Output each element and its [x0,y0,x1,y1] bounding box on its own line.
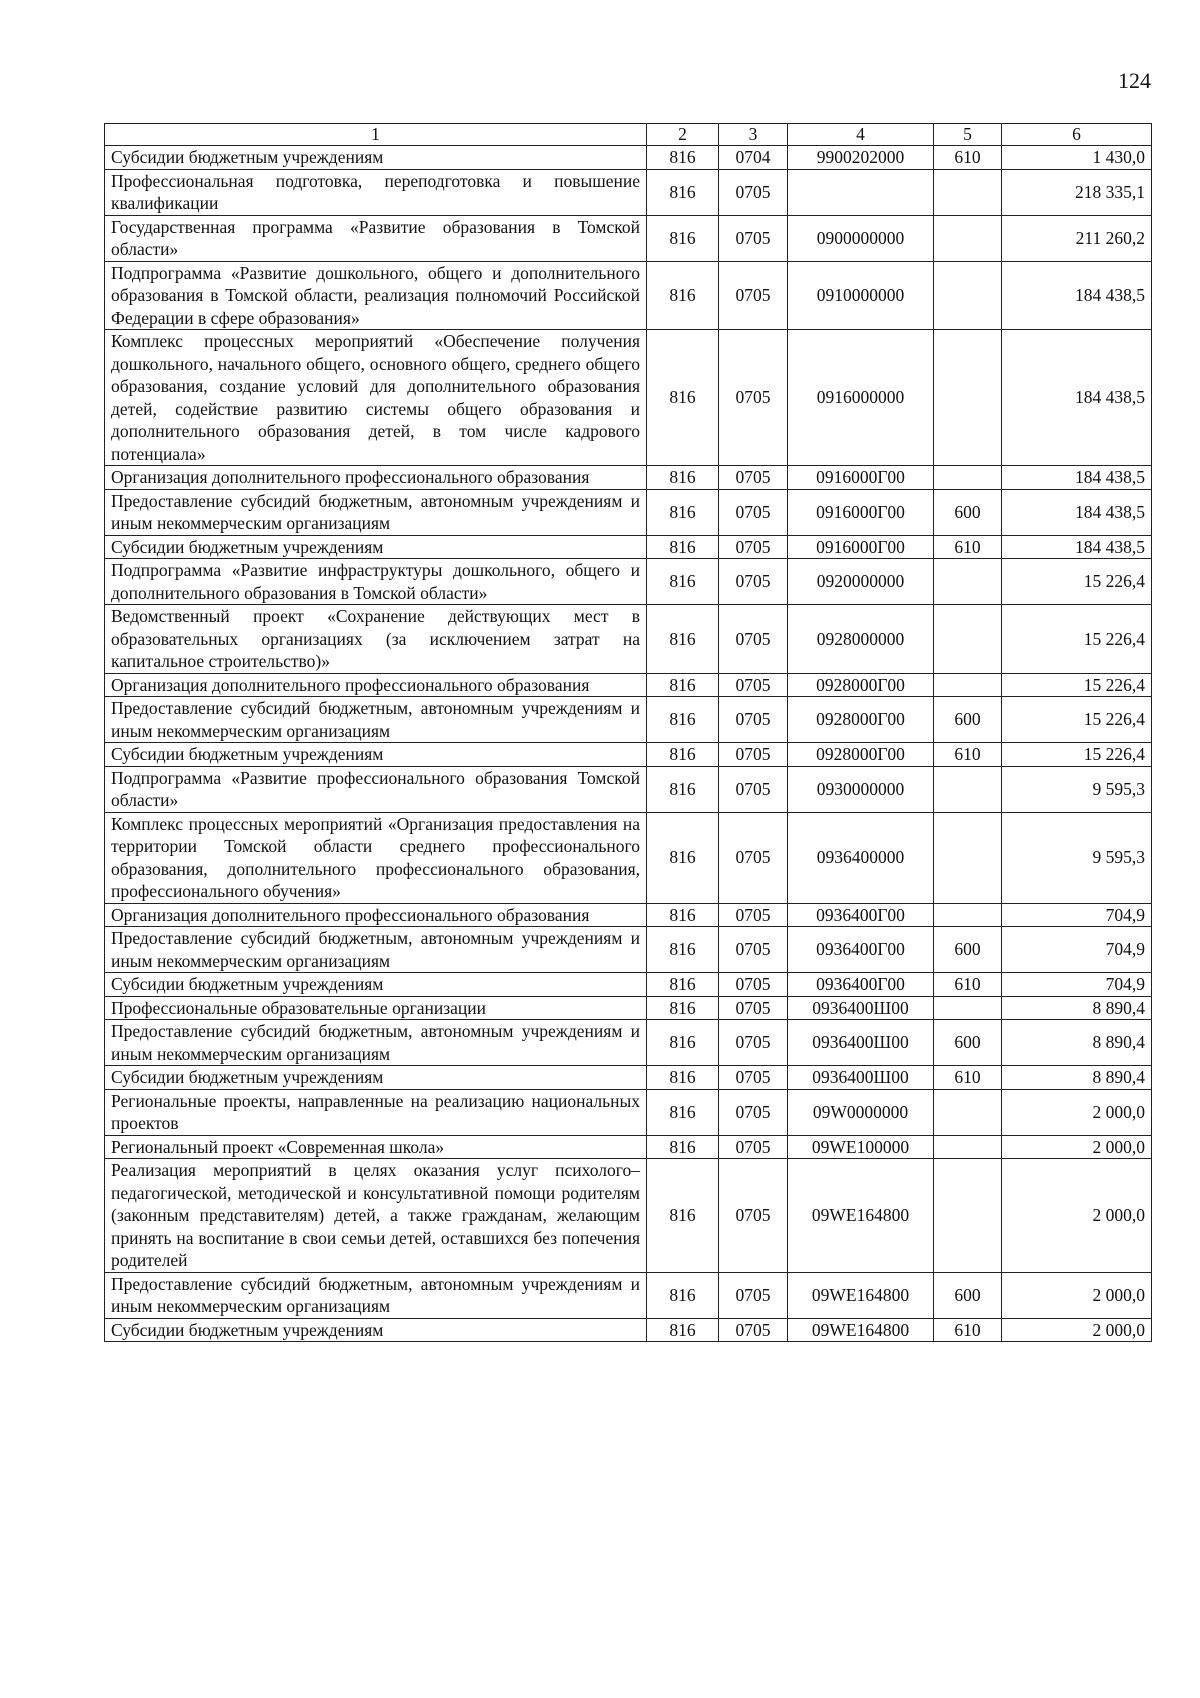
row-name-cell: Организация дополнительного профессионального образования [105,903,647,927]
amount-cell: 704,9 [1002,903,1152,927]
amount-cell: 2 000,0 [1002,1318,1152,1342]
amount-cell: 184 438,5 [1002,489,1152,535]
target-article-cell: 0936400Ш00 [788,996,934,1020]
target-article-cell: 0936400Ш00 [788,1020,934,1066]
amount-cell: 15 226,4 [1002,743,1152,767]
target-article-cell: 0928000000 [788,605,934,674]
ministry-code-cell: 816 [647,1318,719,1342]
ministry-code-cell: 816 [647,927,719,973]
ministry-code-cell: 816 [647,169,719,215]
section-code-cell: 0705 [719,1135,788,1159]
amount-cell: 184 438,5 [1002,330,1152,466]
section-code-cell: 0705 [719,1159,788,1273]
expense-type-cell: 610 [934,1066,1002,1090]
section-code-cell: 0705 [719,489,788,535]
expense-type-cell: 610 [934,535,1002,559]
table-row [105,1318,1152,1342]
target-article-cell: 0916000Г00 [788,489,934,535]
target-article-cell: 0936400000 [788,812,934,903]
expense-type-cell [934,169,1002,215]
row-name-cell: Комплекс процессных мероприятий «Обеспечение получения дошкольного, начального общего, основного общего, среднего общего образования, создание условий для дополнительного образования детей, содействие развитию системы общего образования и дополнительного образования детей, в том числе кадрового потенциала» [105,330,647,466]
amount-cell: 8 890,4 [1002,1020,1152,1066]
column-header: 1 [105,124,647,146]
target-article-cell: 09WE164800 [788,1318,934,1342]
expense-type-cell: 610 [934,146,1002,170]
amount-cell: 184 438,5 [1002,535,1152,559]
amount-cell: 9 595,3 [1002,812,1152,903]
ministry-code-cell: 816 [647,996,719,1020]
target-article-cell: 0936400Г00 [788,903,934,927]
column-header: 2 [647,124,719,146]
expense-type-cell [934,766,1002,812]
expense-type-cell: 610 [934,973,1002,997]
ministry-code-cell: 816 [647,1272,719,1318]
ministry-code-cell: 816 [647,1089,719,1135]
column-header: 5 [934,124,1002,146]
ministry-code-cell: 816 [647,903,719,927]
expense-type-cell [934,1159,1002,1273]
expense-type-cell [934,330,1002,466]
table-row [105,1089,1152,1135]
target-article-cell: 0936400Г00 [788,973,934,997]
section-code-cell: 0705 [719,605,788,674]
expense-type-cell [934,261,1002,330]
amount-cell: 184 438,5 [1002,466,1152,490]
target-article-cell: 9900202000 [788,146,934,170]
row-name-cell: Предоставление субсидий бюджетным, автономным учреждениям и иным некоммерческим организациям [105,697,647,743]
amount-cell: 15 226,4 [1002,559,1152,605]
table-row [105,996,1152,1020]
target-article-cell: 0916000Г00 [788,466,934,490]
amount-cell: 184 438,5 [1002,261,1152,330]
table-row [105,812,1152,903]
amount-cell: 704,9 [1002,973,1152,997]
section-code-cell: 0705 [719,1066,788,1090]
target-article-cell: 0920000000 [788,559,934,605]
section-code-cell: 0704 [719,146,788,170]
expense-type-cell [934,673,1002,697]
target-article-cell: 0900000000 [788,215,934,261]
row-name-cell: Ведомственный проект «Сохранение действующих мест в образовательных организациях (за исключением затрат на капитальное строительство)» [105,605,647,674]
expense-type-cell: 600 [934,1272,1002,1318]
amount-cell: 8 890,4 [1002,1066,1152,1090]
ministry-code-cell: 816 [647,146,719,170]
row-name-cell: Профессиональная подготовка, переподготовка и повышение квалификации [105,169,647,215]
budget-table-body [105,124,1152,1342]
row-name-cell: Организация дополнительного профессионального образования [105,673,647,697]
section-code-cell: 0705 [719,927,788,973]
row-name-cell: Субсидии бюджетным учреждениям [105,1066,647,1090]
expense-type-cell [934,996,1002,1020]
section-code-cell: 0705 [719,1318,788,1342]
row-name-cell: Организация дополнительного профессионального образования [105,466,647,490]
section-code-cell: 0705 [719,766,788,812]
column-header: 3 [719,124,788,146]
table-row [105,330,1152,466]
row-name-cell: Предоставление субсидий бюджетным, автономным учреждениям и иным некоммерческим организациям [105,1272,647,1318]
section-code-cell: 0705 [719,215,788,261]
amount-cell: 2 000,0 [1002,1135,1152,1159]
section-code-cell: 0705 [719,973,788,997]
section-code-cell: 0705 [719,535,788,559]
row-name-cell: Комплекс процессных мероприятий «Организация предоставления на территории Томской области среднего профессионального образования, дополнительного профессионального образования, профессионального обучения» [105,812,647,903]
table-row [105,1159,1152,1273]
amount-cell: 2 000,0 [1002,1089,1152,1135]
ministry-code-cell: 816 [647,535,719,559]
section-code-cell: 0705 [719,743,788,767]
section-code-cell: 0705 [719,1089,788,1135]
table-row [105,535,1152,559]
target-article-cell: 09WE164800 [788,1272,934,1318]
expense-type-cell: 600 [934,1020,1002,1066]
amount-cell: 8 890,4 [1002,996,1152,1020]
table-row [105,697,1152,743]
target-article-cell: 0936400Г00 [788,927,934,973]
amount-cell: 1 430,0 [1002,146,1152,170]
section-code-cell: 0705 [719,169,788,215]
amount-cell: 15 226,4 [1002,697,1152,743]
section-code-cell: 0705 [719,1020,788,1066]
ministry-code-cell: 816 [647,605,719,674]
amount-cell: 211 260,2 [1002,215,1152,261]
table-row [105,466,1152,490]
target-article-cell: 09WE100000 [788,1135,934,1159]
section-code-cell: 0705 [719,812,788,903]
table-row [105,169,1152,215]
amount-cell: 2 000,0 [1002,1272,1152,1318]
row-name-cell: Субсидии бюджетным учреждениям [105,146,647,170]
expense-type-cell [934,559,1002,605]
section-code-cell: 0705 [719,1272,788,1318]
expense-type-cell [934,466,1002,490]
amount-cell: 15 226,4 [1002,673,1152,697]
target-article-cell: 0936400Ш00 [788,1066,934,1090]
row-name-cell: Субсидии бюджетным учреждениям [105,973,647,997]
table-row [105,927,1152,973]
expense-type-cell: 600 [934,697,1002,743]
section-code-cell: 0705 [719,697,788,743]
expense-type-cell: 600 [934,927,1002,973]
ministry-code-cell: 816 [647,1159,719,1273]
table-row [105,215,1152,261]
row-name-cell: Субсидии бюджетным учреждениям [105,1318,647,1342]
section-code-cell: 0705 [719,903,788,927]
target-article-cell: 0928000Г00 [788,673,934,697]
amount-cell: 704,9 [1002,927,1152,973]
ministry-code-cell: 816 [647,559,719,605]
ministry-code-cell: 816 [647,697,719,743]
target-article-cell: 09W0000000 [788,1089,934,1135]
section-code-cell: 0705 [719,996,788,1020]
target-article-cell: 0928000Г00 [788,697,934,743]
expense-type-cell: 610 [934,743,1002,767]
target-article-cell: 0928000Г00 [788,743,934,767]
target-article-cell [788,169,934,215]
ministry-code-cell: 816 [647,743,719,767]
table-row [105,766,1152,812]
expense-type-cell [934,812,1002,903]
section-code-cell: 0705 [719,330,788,466]
row-name-cell: Субсидии бюджетным учреждениям [105,535,647,559]
amount-cell: 2 000,0 [1002,1159,1152,1273]
page-number: 124 [1118,68,1151,93]
target-article-cell: 09WE164800 [788,1159,934,1273]
table-row [105,1272,1152,1318]
column-number-row [105,124,1152,146]
target-article-cell: 0916000Г00 [788,535,934,559]
section-code-cell: 0705 [719,673,788,697]
row-name-cell: Субсидии бюджетным учреждениям [105,743,647,767]
target-article-cell: 0910000000 [788,261,934,330]
column-header: 4 [788,124,934,146]
expense-type-cell [934,605,1002,674]
section-code-cell: 0705 [719,466,788,490]
ministry-code-cell: 816 [647,766,719,812]
ministry-code-cell: 816 [647,1020,719,1066]
row-name-cell: Предоставление субсидий бюджетным, автономным учреждениям и иным некоммерческим организациям [105,927,647,973]
target-article-cell: 0916000000 [788,330,934,466]
ministry-code-cell: 816 [647,673,719,697]
expense-type-cell [934,1135,1002,1159]
row-name-cell: Региональный проект «Современная школа» [105,1135,647,1159]
amount-cell: 15 226,4 [1002,605,1152,674]
row-name-cell: Государственная программа «Развитие образования в Томской области» [105,215,647,261]
table-row [105,743,1152,767]
budget-table [104,123,1152,1342]
row-name-cell: Профессиональные образовательные организации [105,996,647,1020]
table-row [105,605,1152,674]
ministry-code-cell: 816 [647,261,719,330]
ministry-code-cell: 816 [647,215,719,261]
amount-cell: 218 335,1 [1002,169,1152,215]
table-row [105,1066,1152,1090]
table-row [105,903,1152,927]
target-article-cell: 0930000000 [788,766,934,812]
expense-type-cell [934,1089,1002,1135]
table-row [105,973,1152,997]
table-row [105,489,1152,535]
row-name-cell: Региональные проекты, направленные на реализацию национальных проектов [105,1089,647,1135]
ministry-code-cell: 816 [647,489,719,535]
table-row [105,261,1152,330]
table-row [105,1135,1152,1159]
row-name-cell: Реализация мероприятий в целях оказания услуг психолого–педагогической, методической и консультативной помощи родителям (законным представителям) детей, а также гражданам, желающим принять на воспитание в свои семьи детей, оставшихся без попечения родителей [105,1159,647,1273]
expense-type-cell: 610 [934,1318,1002,1342]
table-row [105,673,1152,697]
row-name-cell: Подпрограмма «Развитие инфраструктуры дошкольного, общего и дополнительного образования в Томской области» [105,559,647,605]
row-name-cell: Предоставление субсидий бюджетным, автономным учреждениям и иным некоммерческим организациям [105,1020,647,1066]
expense-type-cell [934,215,1002,261]
ministry-code-cell: 816 [647,973,719,997]
row-name-cell: Подпрограмма «Развитие профессионального образования Томской области» [105,766,647,812]
section-code-cell: 0705 [719,559,788,605]
ministry-code-cell: 816 [647,330,719,466]
table-row [105,559,1152,605]
ministry-code-cell: 816 [647,466,719,490]
row-name-cell: Подпрограмма «Развитие дошкольного, общего и дополнительного образования в Томской области, реализация полномочий Российской Федерации в сфере образования» [105,261,647,330]
table-row [105,146,1152,170]
expense-type-cell [934,903,1002,927]
ministry-code-cell: 816 [647,812,719,903]
section-code-cell: 0705 [719,261,788,330]
amount-cell: 9 595,3 [1002,766,1152,812]
ministry-code-cell: 816 [647,1066,719,1090]
ministry-code-cell: 816 [647,1135,719,1159]
table-row [105,1020,1152,1066]
row-name-cell: Предоставление субсидий бюджетным, автономным учреждениям и иным некоммерческим организациям [105,489,647,535]
expense-type-cell: 600 [934,489,1002,535]
column-header: 6 [1002,124,1152,146]
